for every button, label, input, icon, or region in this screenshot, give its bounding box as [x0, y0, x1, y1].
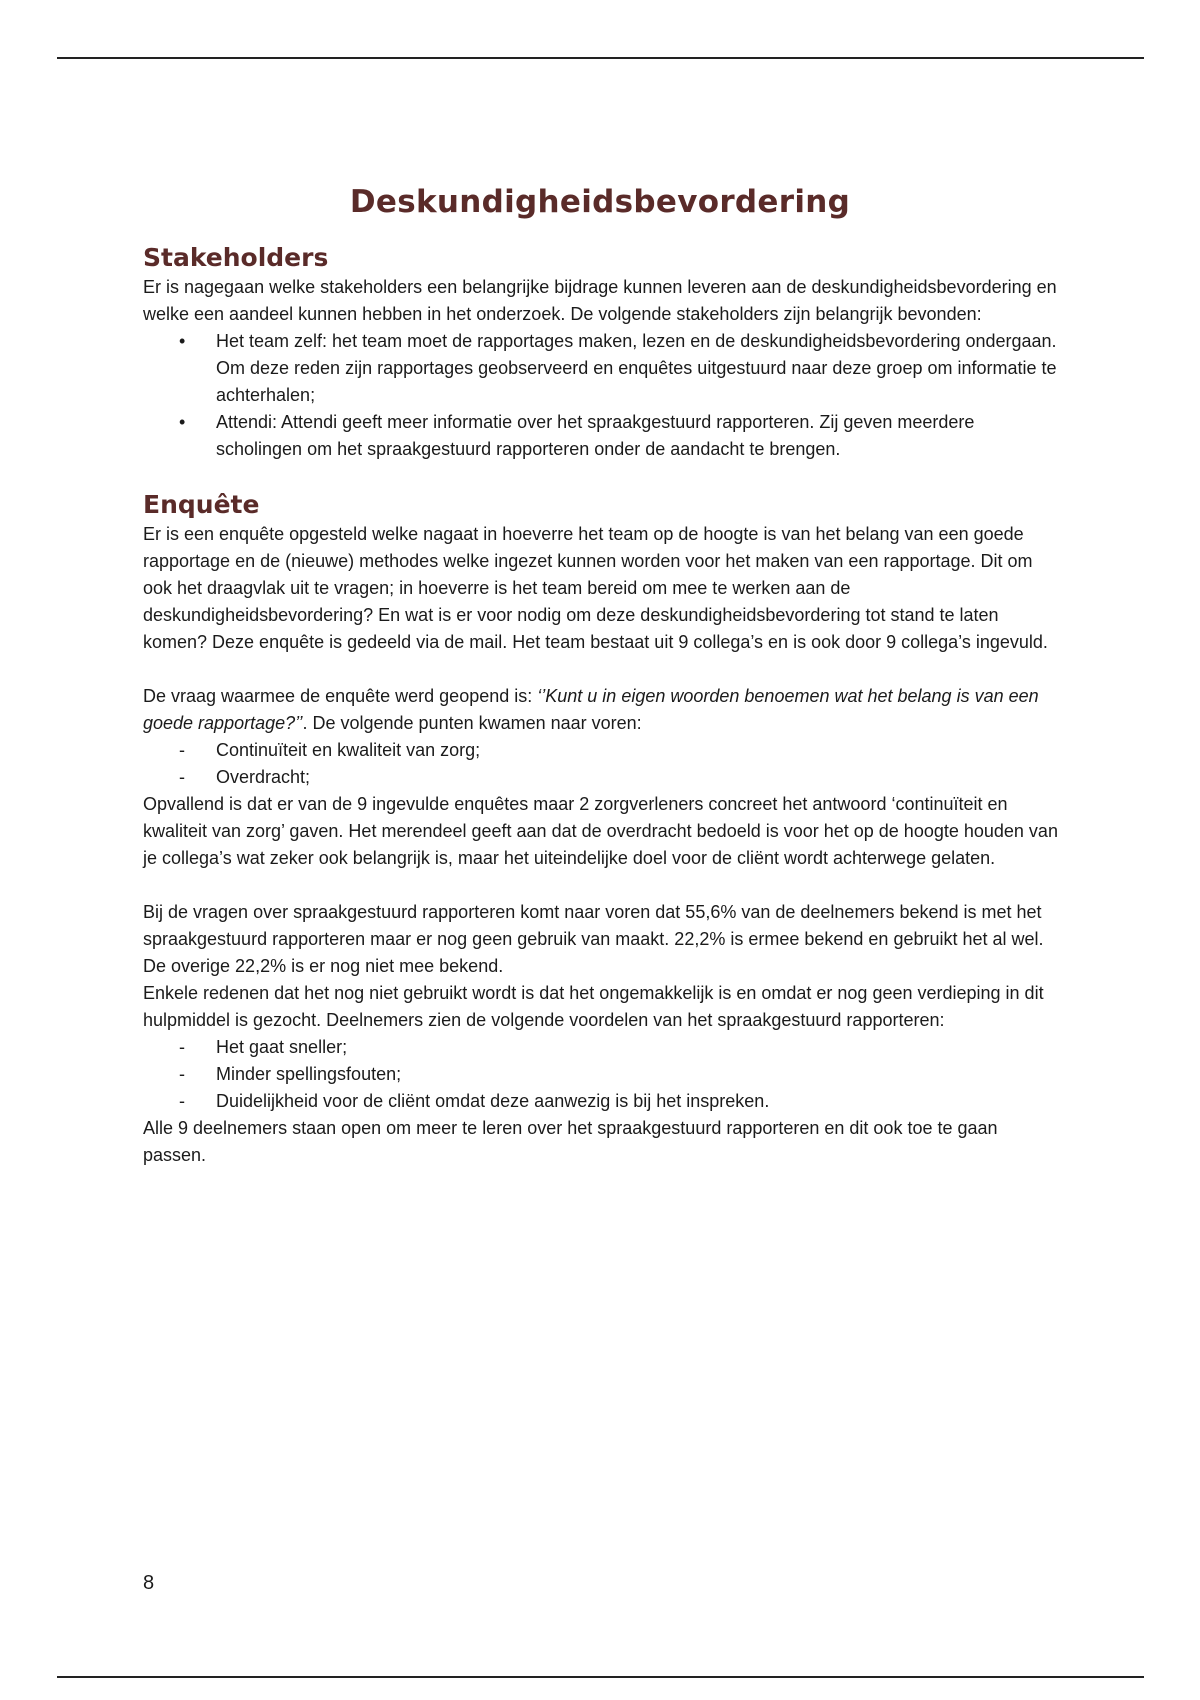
list-item [143, 737, 1063, 764]
bullet-icon: • [179, 331, 186, 351]
stakeholders-intro: Er is nagegaan welke stakeholders een belangrijke bijdrage kunnen leveren aan de deskundigheidsbevordering en welke een aandeel kunnen hebben in het onderzoek. De volgende stakeholders zijn belangrijk bevonden: [143, 277, 1057, 324]
enquete-paragraph: Er is een enquête opgesteld welke nagaat in hoeverre het team op de hoogte is van het belang van een goede rapportage en de (nieuwe) methodes welke ingezet kunnen worden voor het maken van een rapportage. Dit om ook het draagvlak uit te vragen; in hoeverre is het team bereid om mee te werken aan de deskundigheidsbevordering? En wat is er voor nodig om deze deskundigheidsbevordering tot stand te laten komen? Deze enquête is gedeeld via de mail. Het team bestaat uit 9 collega’s en is ook door 9 collega’s ingevuld. [143, 524, 1048, 652]
stakeholders-list [143, 328, 1063, 463]
dash-icon: - [179, 1037, 185, 1057]
dash-icon: - [179, 740, 185, 760]
document-body [143, 242, 1063, 1169]
list-item [143, 1061, 1063, 1088]
list-item-text: Het team zelf: het team moet de rapportages maken, lezen en de deskundigheidsbevordering ondergaan. Om deze reden zijn rapportages geobserveerd en enquêtes uitgestuurd naar deze groep om informatie te achterhalen; [216, 331, 1057, 405]
enquete-paragraph: Bij de vragen over spraakgestuurd rapporteren komt naar voren dat 55,6% van de deelnemers bekend is met het spraakgestuurd rapporteren maar er nog geen gebruik van maakt. 22,2% is ermee bekend en gebruikt het al wel. De overige 22,2% is er nog niet mee bekend. [143, 902, 1044, 976]
dash-icon: - [179, 1091, 185, 1111]
bullet-icon: • [179, 412, 186, 432]
question-prefix: De vraag waarmee de enquête werd geopend is: [143, 686, 538, 706]
footer-rule [57, 1676, 1144, 1678]
list-item-text: Duidelijkheid voor de cliënt omdat deze aanwezig is bij het inspreken. [216, 1091, 770, 1111]
list-item [143, 328, 1063, 409]
dash-icon: - [179, 767, 185, 787]
enquete-question-paragraph [143, 683, 1063, 737]
list-item-text: Minder spellingsfouten; [216, 1064, 402, 1084]
list-item-text: Het gaat sneller; [216, 1037, 348, 1057]
page-number: 8 [143, 1572, 155, 1594]
list-item [143, 1088, 1063, 1115]
advantages-list [143, 1034, 1063, 1115]
page-title: Deskundigheidsbevordering [349, 183, 851, 220]
enquete-heading: Enquête [143, 490, 260, 519]
question-quote: ‘’Kunt u in eigen woorden benoemen wat het belang is van een goede rapportage?’’ [143, 686, 1039, 733]
list-item-text: Overdracht; [216, 767, 311, 787]
enquete-paragraph: Opvallend is dat er van de 9 ingevulde enquêtes maar 2 zorgverleners concreet het antwoord ‘continuïteit en kwaliteit van zorg’ gaven. Het merendeel geeft aan dat de overdracht bedoeld is voor het op de hoogte houden van je collega’s wat zeker ook belangrijk is, maar het uiteindelijke doel voor de cliënt wordt achterwege gelaten. [143, 794, 1058, 868]
list-item [143, 764, 1063, 791]
enquete-paragraph: Enkele redenen dat het nog niet gebruikt wordt is dat het ongemakkelijk is en omdat er nog geen verdieping in dit hulpmiddel is gezocht. Deelnemers zien de volgende voordelen van het spraakgestuurd rapporteren: [143, 983, 1044, 1030]
list-item [143, 409, 1063, 463]
header-rule [57, 57, 1144, 59]
list-item-text: Attendi: Attendi geeft meer informatie over het spraakgestuurd rapporteren. Zij geven meerdere scholingen om het spraakgestuurd rapporteren onder de aandacht te brengen. [216, 412, 975, 459]
stakeholders-heading: Stakeholders [143, 243, 329, 272]
list-item-text: Continuïteit en kwaliteit van zorg; [216, 740, 481, 760]
enquete-paragraph: Alle 9 deelnemers staan open om meer te leren over het spraakgestuurd rapporteren en dit ook toe te gaan passen. [143, 1118, 998, 1165]
question-suffix: . De volgende punten kwamen naar voren: [302, 713, 642, 733]
answer-points-list [143, 737, 1063, 791]
dash-icon: - [179, 1064, 185, 1084]
list-item [143, 1034, 1063, 1061]
